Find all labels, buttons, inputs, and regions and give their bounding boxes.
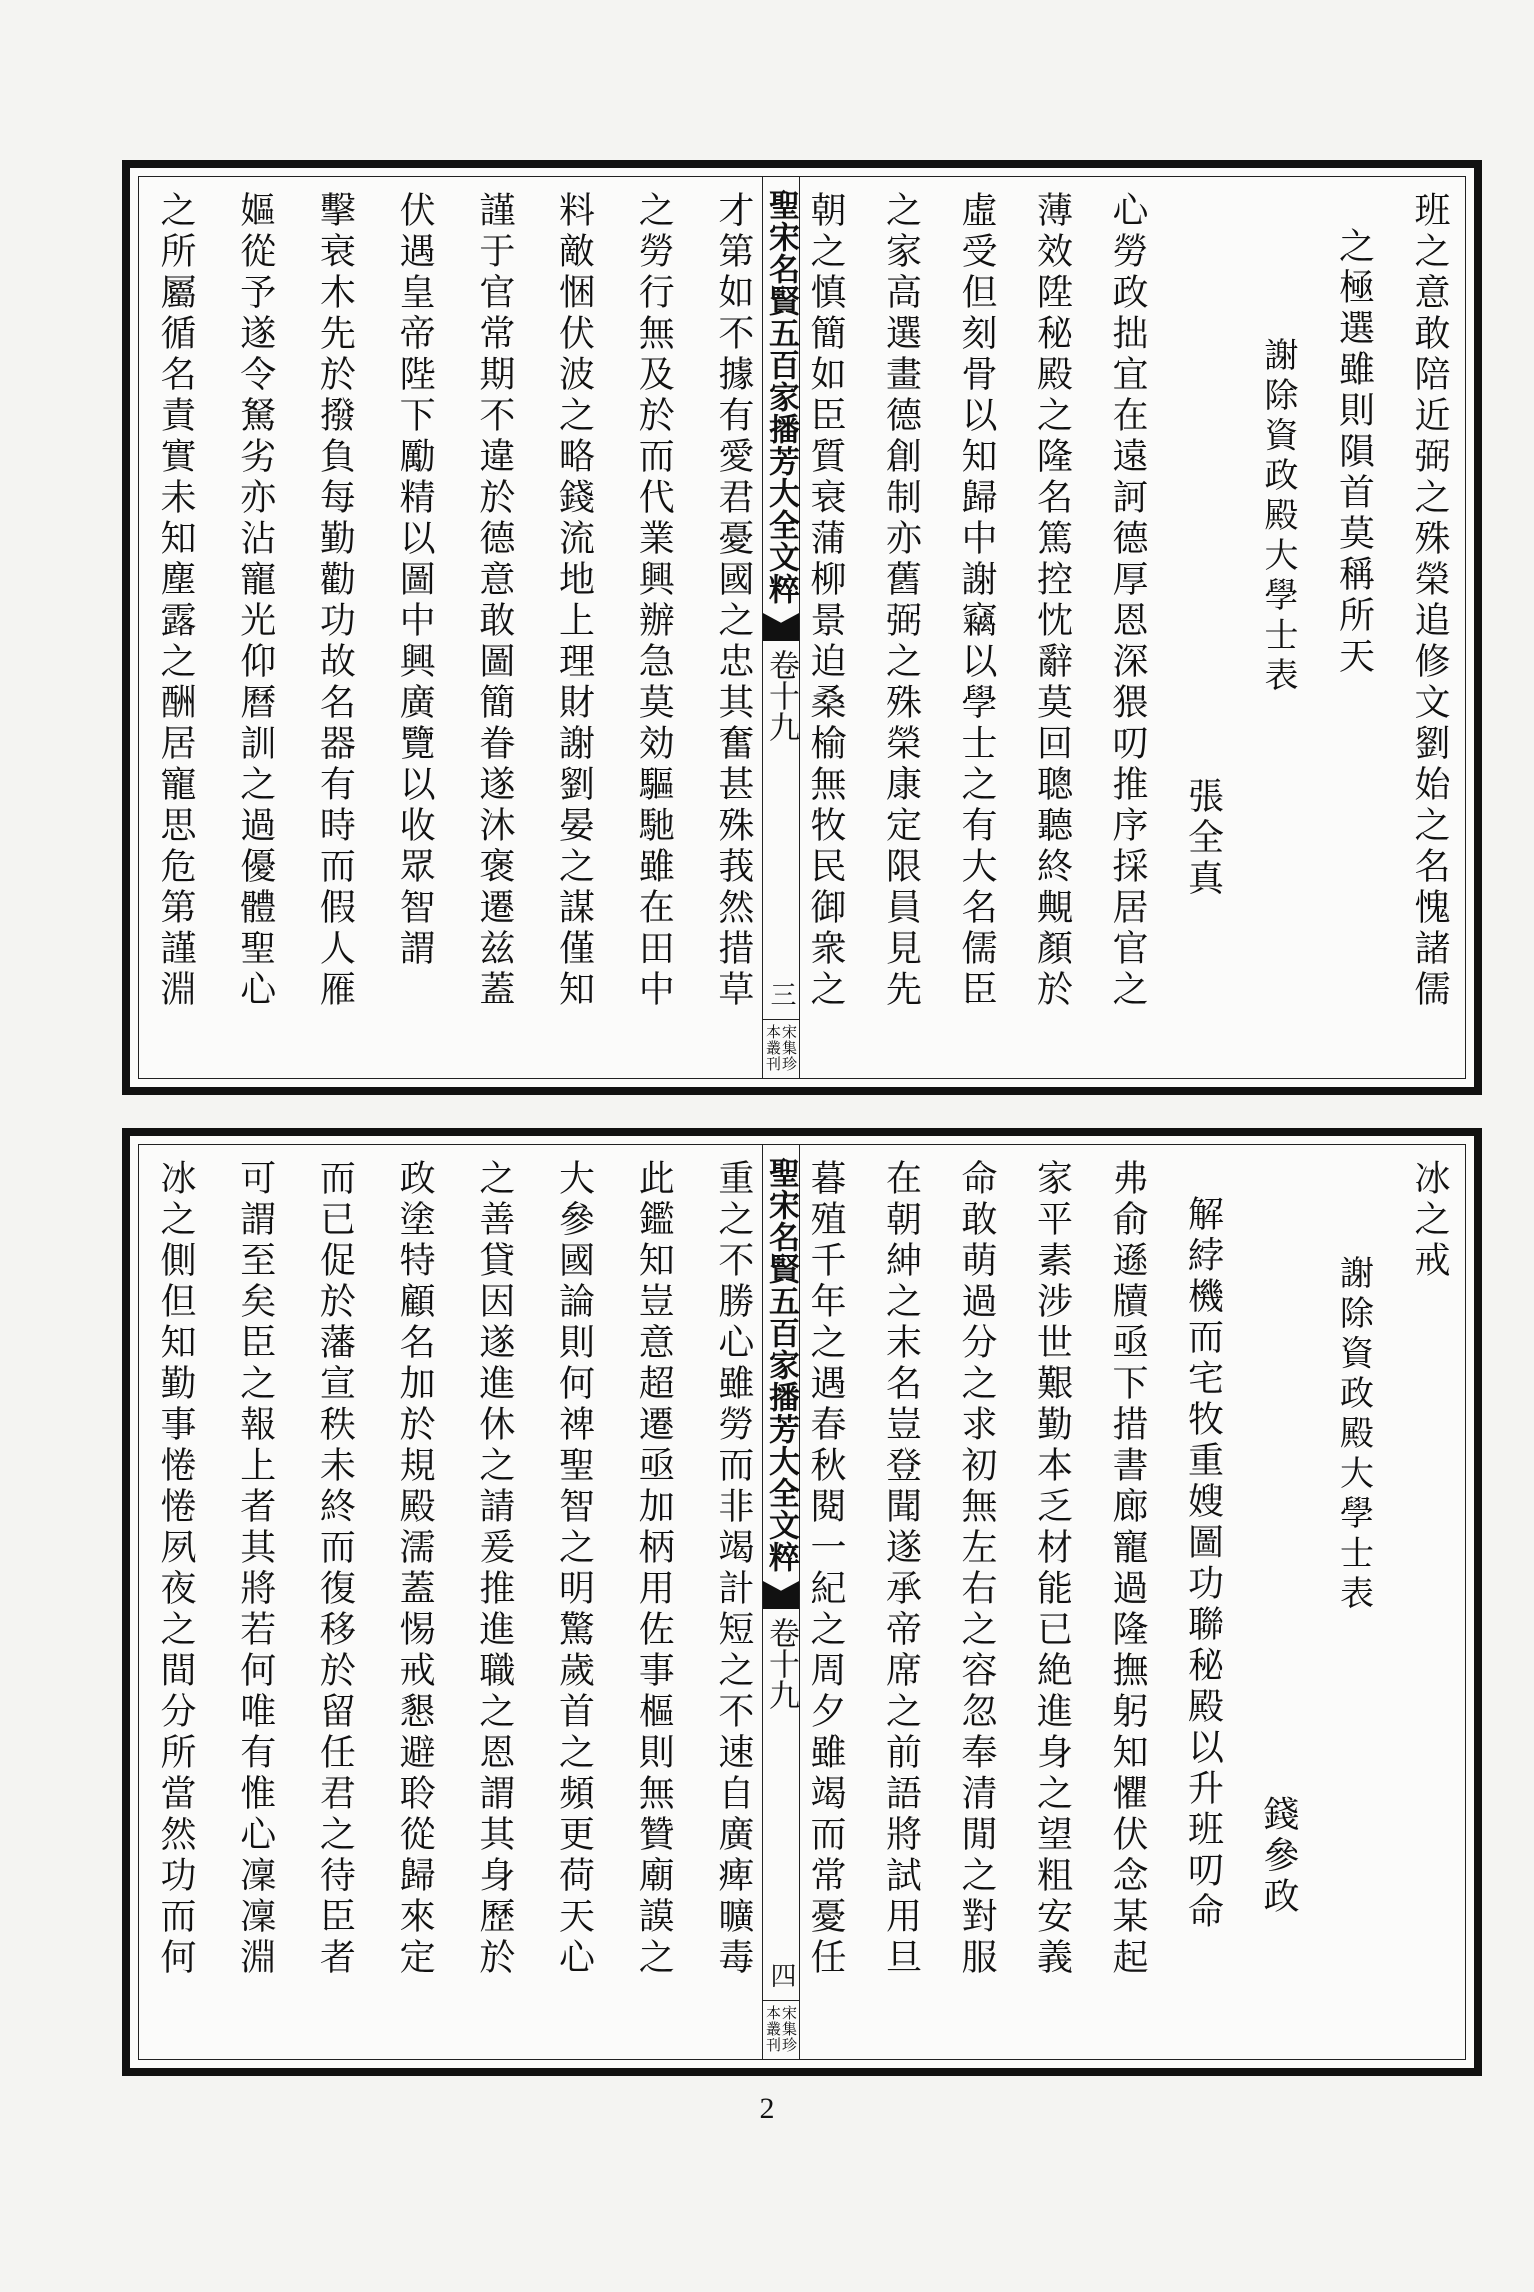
text-column: 朝之慎簡如臣質衰蒲柳景迫桑榆無牧民御衆之 <box>805 191 846 1011</box>
text-column: 班之意敢陪近弼之殊榮追修文劉始之名愧諸儒 <box>1409 191 1450 1011</box>
text-column: 謹于官常期不違於德意敢圖簡眷遂沐褒遷兹蓋 <box>473 191 515 1011</box>
text-column: 心勞政拙宜在遠訶德厚恩深猥叨推序採居官之 <box>1107 191 1148 1011</box>
text-column: 重之不勝心雖勞而非竭計短之不速自廣痺曠毒 <box>712 1159 754 1979</box>
text-column: 解綍機而宅牧重嫂圖功聯秘殿以升班叨命 <box>1182 1195 1224 1933</box>
text-column: 家平素涉世艱勤本乏材能已絶進身之望粗安義 <box>1031 1159 1073 1979</box>
text-column: 嫗從予遂令駑劣亦沾寵光仰曆訓之過優體聖心 <box>234 191 276 1011</box>
top-left-text-block <box>139 177 769 1078</box>
text-column: 此鑑知豈意超遷亟加柄用佐事樞則無贊廟謨之 <box>633 1159 675 1979</box>
author-name: 張全真 <box>1182 777 1224 900</box>
text-column: 伏遇皇帝陛下勵精以圖中興廣覽以收眾智謂 <box>394 191 436 970</box>
text-column: 之所屬循名責實未知塵露之酬居寵思危第謹淵 <box>155 191 196 1011</box>
leaf-number: 四 <box>766 1962 796 1988</box>
text-column: 虛受但刻骨以知歸中謝竊以學士之有大名儒臣 <box>956 191 997 1011</box>
section-title: 謝除資政殿大學士表 <box>1333 1255 1374 1615</box>
text-column: 命敢萌過分之求初無左右之容忽奉清閒之對服 <box>956 1159 997 1979</box>
text-column: 可謂至矣臣之報上者其將若何唯有惟心凜凜淵 <box>234 1159 276 1979</box>
volume-label: 卷十九 <box>763 1617 799 1710</box>
leaf-number: 三 <box>766 981 796 1007</box>
bottom-page-border <box>138 1144 1466 2060</box>
text-column: 料敵悃伏波之略錢流地上理財謝劉晏之謀僅知 <box>553 191 595 1011</box>
text-column: 擊衰木先於撥負每勤勸功故名器有時而假人雁 <box>314 191 356 1011</box>
text-column: 之極選雖則隕首莫稱所天 <box>1333 227 1375 678</box>
book-title: 聖宋名賢五百家播芳大全文粹 <box>763 1157 799 1573</box>
center-fold <box>763 177 799 1078</box>
text-column: 在朝紳之末名豈登聞遂承帝席之前語將試用旦 <box>880 1159 922 1979</box>
bottom-page-frame <box>122 1128 1482 2076</box>
text-column: 之家高選畫德創制亦舊弼之殊榮康定限員見先 <box>880 191 922 1011</box>
collection-line: 宋集珍 <box>780 2005 798 2053</box>
author-name: 錢參政 <box>1258 1795 1299 1918</box>
top-right-text-block <box>789 177 1465 1078</box>
text-column: 冰之戒 <box>1409 1159 1450 1282</box>
text-column: 政塗特顧名加於規殿濡蓋惕戒懇避聆從歸來定 <box>394 1159 436 1979</box>
center-fold <box>763 1145 799 2059</box>
text-column: 薄效陞秘殿之隆名篤控忱辭莫回聰聽終覥顏於 <box>1031 191 1073 1011</box>
text-column: 而已促於藩宣秩未終而復移於留任君之待臣者 <box>314 1159 356 1979</box>
text-column: 大參國論則何禆聖智之明驚歲首之頻更荷天心 <box>553 1159 595 1979</box>
text-column: 之善貸因遂進休之請爰推進職之恩謂其身歷於 <box>473 1159 515 1979</box>
text-column: 冰之側但知勤事惓惓夙夜之間分所當然功而何 <box>155 1159 196 1979</box>
collection-line: 本叢刊 <box>764 1024 782 1072</box>
text-column: 之勞行無及於而代業興辦急莫効驅馳雖在田中 <box>633 191 675 1011</box>
text-column: 才第如不據有愛君憂國之忠其奮甚殊莪然措草 <box>712 191 754 1011</box>
collection-line: 宋集珍 <box>780 1024 798 1072</box>
bottom-right-text-block <box>789 1145 1465 2059</box>
text-column: 暮殖千年之遇春秋閱一紀之周夕雖竭而常憂任 <box>805 1159 846 1979</box>
text-column: 弗俞遜牘亟下措書廊寵過隆撫躬知懼伏念某起 <box>1107 1159 1148 1979</box>
book-title: 聖宋名賢五百家播芳大全文粹 <box>763 189 799 605</box>
volume-label: 卷十九 <box>763 649 799 742</box>
top-page-frame <box>122 160 1482 1095</box>
bottom-left-text-block <box>139 1145 769 2059</box>
collection-line: 本叢刊 <box>764 2005 782 2053</box>
page-number: 2 <box>759 2092 775 2125</box>
section-title: 謝除資政殿大學士表 <box>1258 337 1298 697</box>
top-page-border <box>138 176 1466 1079</box>
